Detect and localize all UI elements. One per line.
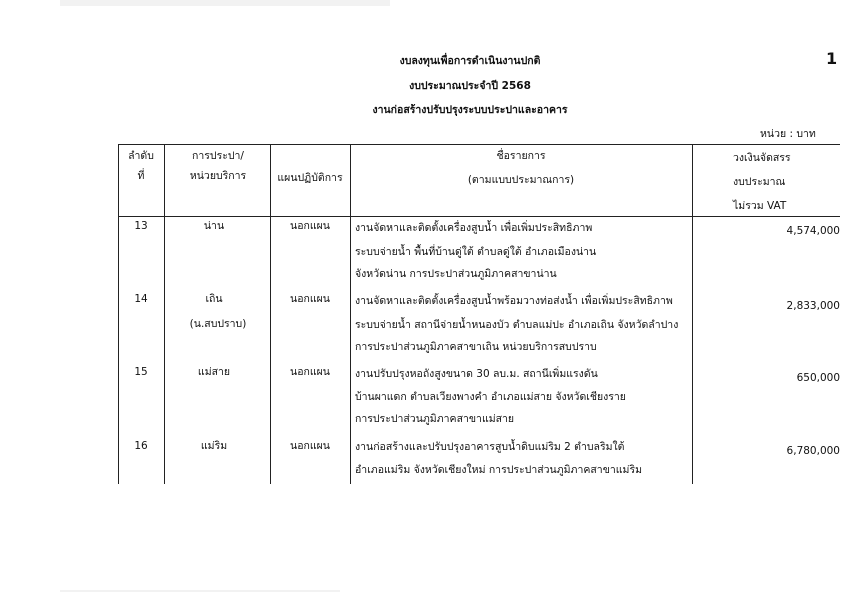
header-no-line: ลำดับ bbox=[128, 150, 154, 162]
header-budget-line: ไม่รวม VAT bbox=[733, 200, 787, 212]
scan-artifact bbox=[60, 590, 340, 592]
row-no: 15 bbox=[134, 366, 148, 378]
unit-label: หน่วย : บาท bbox=[760, 128, 816, 140]
header-office-line: หน่วยบริการ bbox=[189, 170, 247, 182]
table-border-left bbox=[118, 144, 119, 484]
column-divider bbox=[350, 144, 351, 484]
header-name-line: (ตามแบบประมาณการ) bbox=[467, 174, 575, 186]
header-budget-line: วงเงินจัดสรร bbox=[733, 152, 791, 164]
table-header-divider bbox=[118, 216, 840, 217]
header-budget-line: งบประมาณ bbox=[733, 176, 786, 188]
row-name-line: งานจัดหาและติดตั้งเครื่องสูบน้ำ เพื่อเพิ่มประสิทธิภาพ bbox=[355, 222, 593, 234]
row-name-line: จังหวัดน่าน การประปาส่วนภูมิภาคสาขาน่าน bbox=[355, 268, 557, 280]
row-office: แม่ริม bbox=[200, 440, 228, 452]
scan-artifact bbox=[60, 0, 390, 6]
row-plan: นอกแผน bbox=[290, 366, 330, 378]
row-budget: 2,833,000 bbox=[786, 300, 840, 312]
row-name-line: งานก่อสร้างและปรับปรุงอาคารสูบน้ำดิบแม่ริม 2 ตำบลริมใต้ bbox=[355, 441, 625, 453]
row-office: น่าน bbox=[203, 220, 225, 232]
column-divider bbox=[270, 144, 271, 484]
row-name-line: งานปรับปรุงหอถังสูงขนาด 30 ลบ.ม. สถานีเพิ่มแรงดัน bbox=[355, 368, 598, 380]
row-name-line: อำเภอแม่ริม จังหวัดเชียงใหม่ การประปาส่วนภูมิภาคสาขาแม่ริม bbox=[355, 464, 643, 476]
row-budget: 6,780,000 bbox=[786, 445, 840, 457]
page-number: 1 bbox=[826, 49, 838, 68]
row-office: เถิน bbox=[205, 293, 223, 305]
header-no-line: ที่ bbox=[137, 170, 145, 182]
row-no: 14 bbox=[134, 293, 148, 305]
row-budget: 4,574,000 bbox=[786, 225, 840, 237]
header-title-line1: งบลงทุนเพื่อการดำเนินงานปกติ bbox=[399, 55, 541, 67]
row-name-line: การประปาส่วนภูมิภาคสาขาแม่สาย bbox=[355, 413, 515, 425]
column-divider bbox=[692, 144, 693, 484]
table-top-border bbox=[118, 144, 840, 145]
header-plan: แผนปฏิบัติการ bbox=[277, 172, 343, 184]
column-divider bbox=[164, 144, 165, 484]
row-budget: 650,000 bbox=[796, 372, 840, 384]
header-title-line2: งบประมาณประจำปี 2568 bbox=[409, 80, 531, 92]
row-name-line: การประปาส่วนภูมิภาคสาขาเถิน หน่วยบริการสบปราบ bbox=[355, 341, 597, 353]
row-no: 13 bbox=[134, 220, 148, 232]
header-office-line: การประปา/ bbox=[192, 150, 244, 162]
row-no: 16 bbox=[134, 440, 148, 452]
header-title-line3: งานก่อสร้างปรับปรุงระบบประปาและอาคาร bbox=[372, 104, 568, 116]
row-office: แม่สาย bbox=[197, 366, 231, 378]
row-plan: นอกแผน bbox=[290, 440, 330, 452]
row-name-line: ระบบจ่ายน้ำ พื้นที่บ้านดู่ใต้ ตำบลดู่ใต้ อำเภอเมืองน่าน bbox=[355, 246, 597, 258]
header-name-line: ชื่อรายการ bbox=[496, 150, 546, 162]
row-name-line: บ้านผาแดก ตำบลเวียงพางคำ อำเภอแม่สาย จังหวัดเชียงราย bbox=[355, 391, 626, 403]
row-office-sub: (น.สบปราบ) bbox=[189, 318, 247, 330]
row-name-line: ระบบจ่ายน้ำ สถานีจ่ายน้ำหนองบัว ตำบลแม่ปะ อำเภอเถิน จังหวัดลำปาง bbox=[355, 319, 679, 331]
row-plan: นอกแผน bbox=[290, 293, 330, 305]
row-name-line: งานจัดหาและติดตั้งเครื่องสูบน้ำพร้อมวางท่อส่งน้ำ เพื่อเพิ่มประสิทธิภาพ bbox=[355, 295, 673, 307]
row-plan: นอกแผน bbox=[290, 220, 330, 232]
